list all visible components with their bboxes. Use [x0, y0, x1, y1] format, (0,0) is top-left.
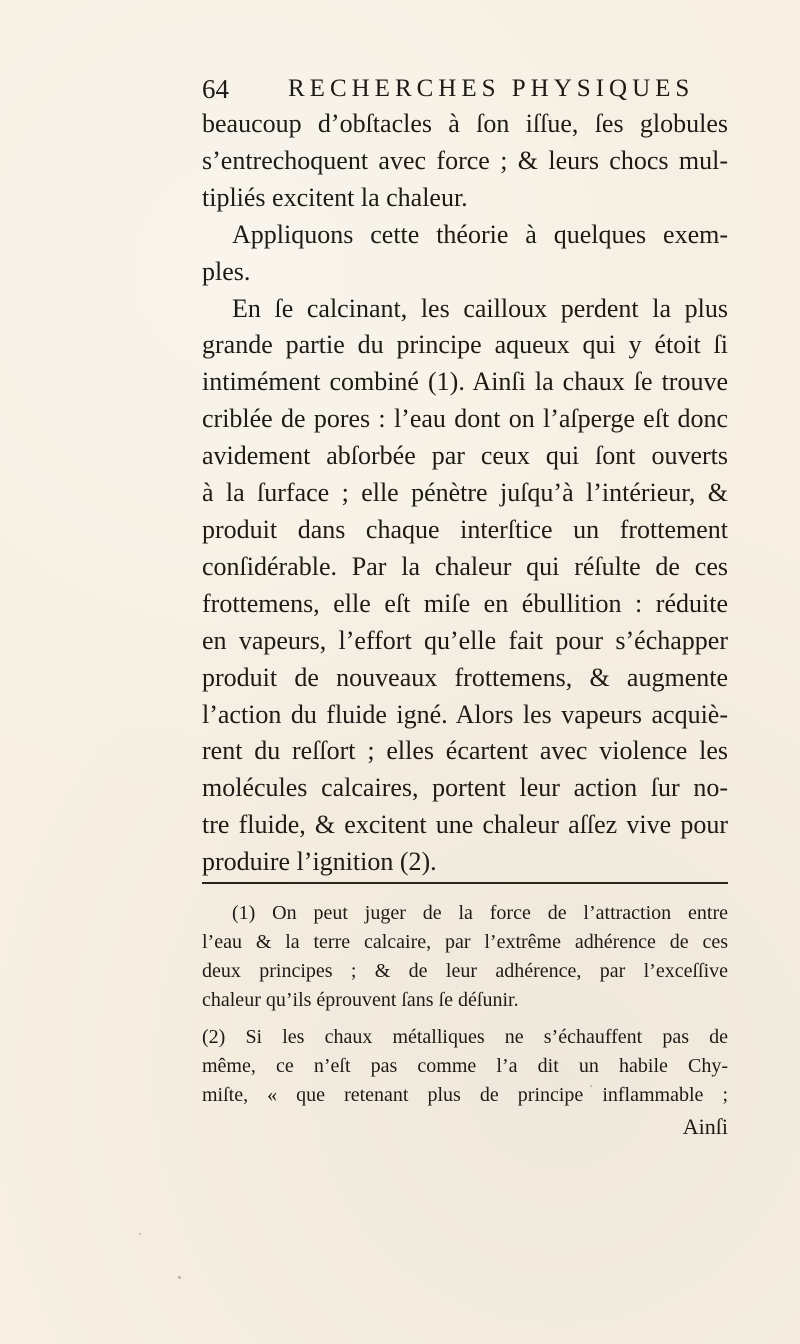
footnote-gap	[202, 1015, 728, 1023]
footnotes	[202, 899, 728, 1142]
text-line: s’entrechoquent avec force ; & leurs chocs mul-	[202, 145, 728, 175]
footnote-line: miſte, « que retenant plus de principe inflammable ;	[202, 1084, 728, 1106]
text-line: produit de nouveaux frottemens, & augmente	[202, 662, 728, 692]
text-line: frottemens, elle eſt miſe en ébullition : réduite	[202, 588, 728, 618]
text-line: Appliquons cette théorie à quelques exem-	[232, 219, 728, 249]
paper-spot	[590, 1085, 592, 1087]
text-line: beaucoup d’obſtacles à ſon iſſue, ſes globules	[202, 109, 728, 138]
catchword: Ainſi	[682, 1114, 728, 1139]
footnote-rule	[202, 882, 728, 884]
footnote-line: l’eau & la terre calcaire, par l’extrême adhérence de ces	[202, 931, 728, 953]
page-number: 64	[202, 74, 229, 104]
text-line: En ſe calcinant, les cailloux perdent la plus	[232, 293, 728, 323]
text-line: produire l’ignition (2).	[202, 847, 437, 877]
main-text	[202, 106, 728, 881]
text-line: criblée de pores : l’eau dont on l’aſperge eſt donc	[202, 404, 728, 434]
text-line: avidement abſorbée par ceux qui ſont ouverts	[202, 441, 728, 471]
text-line: à la ſurface ; elle pénètre juſqu’à l’intérieur, &	[202, 478, 728, 508]
text-line: produit dans chaque interſtice un frottement	[202, 514, 728, 544]
text-line: grande partie du principe aqueux qui y étoit ſi	[202, 330, 728, 360]
text-line: tre fluide, & excitent une chaleur aſſez vive pour	[202, 810, 728, 840]
text-line: en vapeurs, l’effort qu’elle fait pour s’échapper	[202, 625, 728, 655]
footnote-line: deux principes ; & de leur adhérence, par l’exceſſive	[202, 960, 728, 982]
text-line: ples.	[202, 256, 251, 286]
text-line: molécules calcaires, portent leur action ſur no-	[202, 773, 728, 803]
paper-spot	[178, 1276, 181, 1279]
page-header	[202, 72, 728, 106]
footnote-line: (1) On peut juger de la force de l’attraction entre	[232, 902, 728, 924]
text-line: l’action du fluide igné. Alors les vapeurs acquiè-	[202, 699, 728, 729]
running-title: RECHERCHES PHYSIQUES	[288, 75, 695, 102]
footnote-line: même, ce n’eſt pas comme l’a dit un habile Chy-	[202, 1055, 728, 1077]
paper-spot	[139, 1233, 141, 1235]
footnote-line: chaleur qu’ils éprouvent ſans ſe déſunir.	[202, 989, 519, 1011]
text-line: intimément combiné (1). Ainſi la chaux ſe trouve	[202, 367, 728, 397]
text-line: tipliés excitent la chaleur.	[202, 182, 468, 212]
text-line: conſidérable. Par la chaleur qui réſulte de ces	[202, 551, 728, 581]
footnote-line: (2) Si les chaux métalliques ne s’échauffent pas de	[202, 1026, 728, 1048]
text-line: rent du reſſort ; elles écartent avec violence les	[202, 736, 728, 766]
